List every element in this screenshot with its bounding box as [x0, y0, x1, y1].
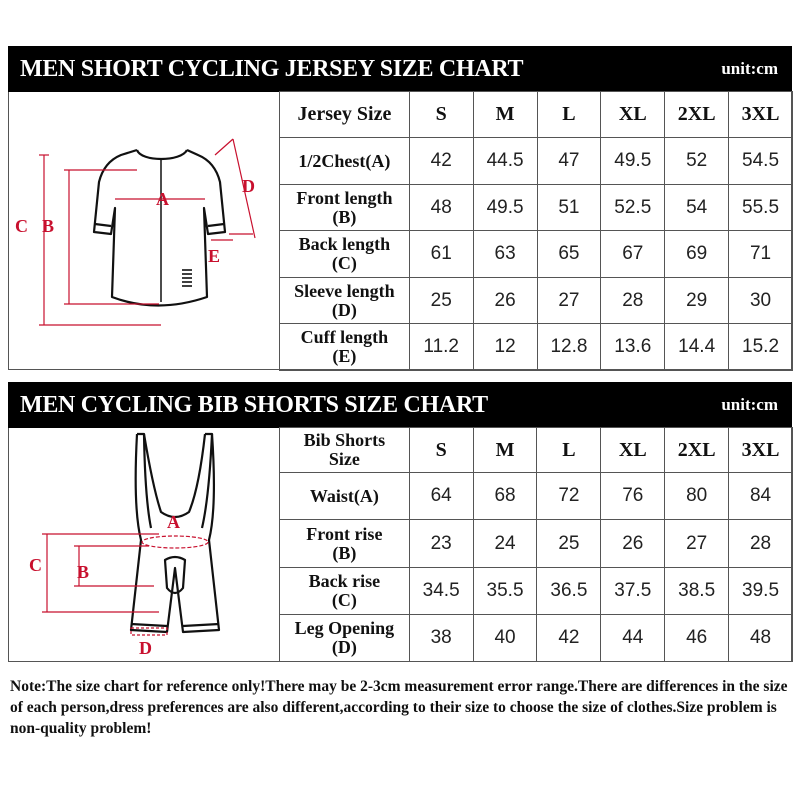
table-cell: 30: [729, 278, 793, 324]
table-cell: 84: [729, 473, 793, 520]
row-label-waist: Waist(A): [280, 473, 410, 520]
table-cell: 72: [537, 473, 601, 520]
table-cell: 46: [665, 615, 729, 662]
table-cell: 38: [409, 615, 473, 662]
table-cell: 12.8: [537, 324, 601, 371]
table-cell: 35.5: [473, 568, 537, 615]
jersey-size-table: [279, 91, 793, 371]
row-label-back-rise: Back rise (C): [280, 568, 410, 615]
table-cell: 14.4: [665, 324, 729, 371]
jersey-dim-d: D: [242, 176, 255, 196]
table-row: [280, 185, 793, 231]
table-cell: 12: [473, 324, 537, 371]
table-cell: 61: [409, 231, 473, 278]
table-cell: 52: [665, 138, 729, 185]
table-cell: 54: [665, 185, 729, 231]
table-cell: 71: [729, 231, 793, 278]
table-cell: 68: [473, 473, 537, 520]
jersey-dim-a: A: [156, 189, 169, 209]
table-cell: 25: [409, 278, 473, 324]
table-cell: 54.5: [729, 138, 793, 185]
size-header-3xl: 3XL: [729, 428, 793, 473]
table-cell: 69: [665, 231, 729, 278]
table-row: [280, 568, 793, 615]
table-cell: 38.5: [665, 568, 729, 615]
table-cell: 51: [537, 185, 601, 231]
table-cell: 52.5: [601, 185, 665, 231]
row-label-front-length: Front length (B): [280, 185, 410, 231]
table-row: [280, 278, 793, 324]
table-cell: 23: [409, 520, 473, 568]
table-cell: 26: [601, 520, 665, 568]
bib-panel: [8, 428, 792, 662]
table-cell: 49.5: [601, 138, 665, 185]
jersey-size-header: Jersey Size: [280, 92, 410, 138]
table-cell: 28: [601, 278, 665, 324]
table-cell: 47: [537, 138, 601, 185]
jersey-chart-title: MEN SHORT CYCLING JERSEY SIZE CHART: [20, 55, 524, 82]
size-header-2xl: 2XL: [665, 428, 729, 473]
bib-chart-title: MEN CYCLING BIB SHORTS SIZE CHART: [20, 391, 488, 418]
table-cell: 11.2: [409, 324, 473, 371]
table-cell: 63: [473, 231, 537, 278]
jersey-dim-e: E: [208, 246, 221, 266]
size-note: [10, 676, 790, 739]
bib-dim-b: B: [77, 562, 90, 582]
size-header-l: L: [537, 92, 601, 138]
table-row: [280, 324, 793, 371]
row-label-front-rise: Front rise (B): [280, 520, 410, 568]
row-label-cuff-length: Cuff length (E): [280, 324, 410, 371]
size-header-xl: XL: [601, 92, 665, 138]
table-cell: 44.5: [473, 138, 537, 185]
table-row: [280, 520, 793, 568]
row-label-leg-opening: Leg Opening (D): [280, 615, 410, 662]
size-header-s: S: [409, 92, 473, 138]
jersey-dim-b: B: [42, 216, 55, 236]
table-row: [280, 138, 793, 185]
table-cell: 42: [409, 138, 473, 185]
table-cell: 37.5: [601, 568, 665, 615]
jersey-dim-c: C: [15, 216, 28, 236]
table-cell: 28: [729, 520, 793, 568]
note-text: The size chart for reference only!There may be 2-3cm measurement error range.There are differences in the size of each person,dress preferences are also different,according to their size to choose the size of clothes.Size problem is non-quality problem!: [10, 678, 788, 737]
size-header-m: M: [473, 92, 537, 138]
table-cell: 49.5: [473, 185, 537, 231]
row-label-sleeve-length: Sleeve length (D): [280, 278, 410, 324]
jersey-panel: [8, 92, 792, 370]
bib-banner: [8, 382, 792, 428]
jersey-diagram: [9, 92, 279, 370]
table-cell: 26: [473, 278, 537, 324]
table-row: [280, 231, 793, 278]
jersey-banner: [8, 46, 792, 92]
jersey-header-row: [280, 92, 793, 138]
table-cell: 48: [409, 185, 473, 231]
table-cell: 40: [473, 615, 537, 662]
size-header-s: S: [409, 428, 473, 473]
note-prefix: Note:: [10, 678, 47, 695]
table-cell: 44: [601, 615, 665, 662]
table-cell: 55.5: [729, 185, 793, 231]
table-cell: 24: [473, 520, 537, 568]
row-label-back-length: Back length (C): [280, 231, 410, 278]
table-cell: 76: [601, 473, 665, 520]
bib-dim-a: A: [167, 512, 180, 532]
size-header-m: M: [473, 428, 537, 473]
table-row: [280, 473, 793, 520]
size-header-xl: XL: [601, 428, 665, 473]
table-cell: 29: [665, 278, 729, 324]
table-cell: 65: [537, 231, 601, 278]
size-header-2xl: 2XL: [665, 92, 729, 138]
bib-shorts-diagram: [9, 428, 279, 662]
table-cell: 34.5: [409, 568, 473, 615]
table-cell: 80: [665, 473, 729, 520]
table-cell: 13.6: [601, 324, 665, 371]
table-cell: 36.5: [537, 568, 601, 615]
bib-header-row: [280, 428, 793, 473]
size-header-l: L: [537, 428, 601, 473]
size-header-3xl: 3XL: [729, 92, 793, 138]
bib-size-header: Bib Shorts Size: [280, 428, 410, 473]
bib-dim-c: C: [29, 555, 42, 575]
table-cell: 48: [729, 615, 793, 662]
jersey-unit-label: unit:cm: [721, 59, 778, 78]
row-label-chest: 1/2Chest(A): [280, 138, 410, 185]
bib-size-table: [279, 427, 793, 662]
table-cell: 64: [409, 473, 473, 520]
table-cell: 27: [537, 278, 601, 324]
table-cell: 27: [665, 520, 729, 568]
table-cell: 67: [601, 231, 665, 278]
bib-dim-d: D: [139, 638, 152, 658]
table-cell: 42: [537, 615, 601, 662]
table-row: [280, 615, 793, 662]
table-cell: 15.2: [729, 324, 793, 371]
table-cell: 39.5: [729, 568, 793, 615]
bib-unit-label: unit:cm: [721, 395, 778, 414]
table-cell: 25: [537, 520, 601, 568]
